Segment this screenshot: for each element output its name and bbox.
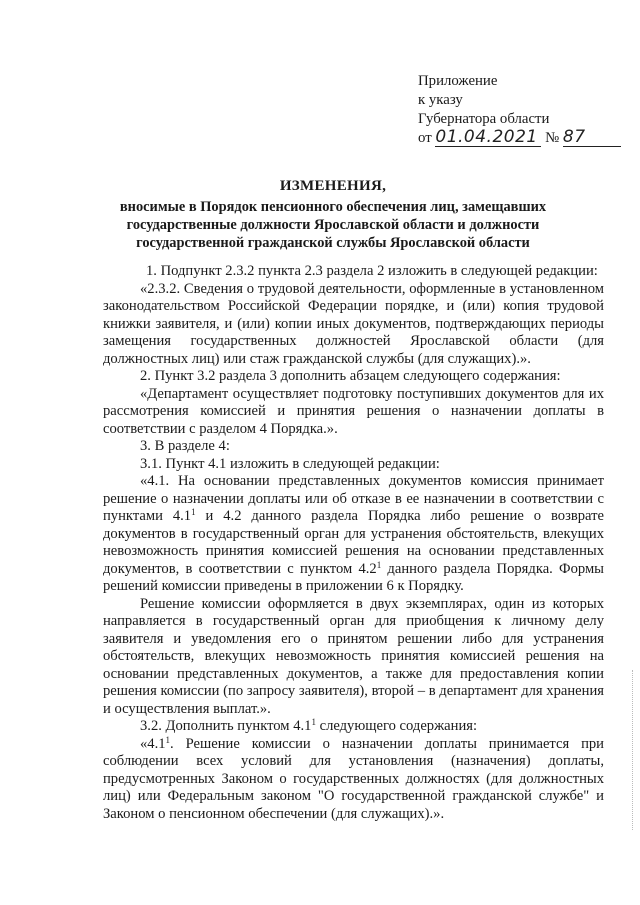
paragraph-3: 2. Пункт 3.2 раздела 3 дополнить абзацем следующего содержания: [140, 368, 561, 384]
document-title [98, 178, 568, 252]
paragraph-9-part-a: 3.2. Дополнить пунктом 4.1 [140, 718, 312, 734]
paragraph-7 [103, 473, 604, 596]
handwritten-number: 87 [562, 127, 586, 147]
paragraph-5: 3. В разделе 4: [140, 438, 230, 454]
paragraph-8: Решение комиссии оформляется в двух экземплярах, один из которых направляется в государственный орган для приобщения к личному делу заявителя и уведомления его о принятом решении либо для устранения обстоятельств, влекущих невозможность принятия комиссией решения на основании представленных документов, а также для предоставления копии решения комиссии (по запросу заявителя), второй – в департамент для хранения и осуществления выплат.». [103, 595, 604, 717]
date-prefix: от [418, 130, 432, 146]
date-field [435, 127, 541, 147]
paragraph-4: «Департамент осуществляет подготовку поступивших документов для их рассмотрения комиссией и принятия решения о назначении доплаты в соответствии с разделом 4 Порядка.». [103, 385, 604, 437]
paragraph-9-part-b: следующего содержания: [315, 718, 478, 734]
appendix-date-line [418, 129, 618, 148]
appendix-header [418, 72, 618, 148]
number-sign: № [545, 130, 560, 146]
title-subtitle: вносимые в Порядок пенсионного обеспечения лиц, замещавших государственные должности Ярославской области и должности государственной гражданской службы Ярославской области [119, 199, 547, 251]
paragraph-2: «2.3.2. Сведения о трудовой деятельности, оформленные в установленном законодательством Российской Федерации порядке, и (или) копия трудовой книжки заявителя, и (или) копии иных документов, подтверждающих периоды замещения государственных должностей Ярославской области (для должностных лиц) или стаж гражданской службы (для служащих).». [103, 280, 604, 367]
paragraph-7-part-c: данного раздела Порядка. Формы решений комиссии приведены в приложении 6 к Порядку. [103, 560, 604, 594]
handwritten-date: 01.04.2021 [435, 127, 538, 147]
paragraph-9 [103, 718, 604, 736]
superscript: 1 [311, 717, 316, 727]
paragraph-7-part-a: «4.1. На основании представленных документов комиссия принимает решение о назначении доплаты или об отказе в ее назначении в соответствии с пунктами 4.1 [103, 473, 604, 524]
paragraph-10 [103, 736, 604, 824]
document-body [103, 263, 604, 823]
paragraph-10-part-a: «4.1 [140, 735, 166, 752]
number-field [562, 127, 621, 147]
appendix-line-3: Губернатора области [418, 111, 550, 127]
paragraph-7-part-b: и 4.2 данного раздела Порядка либо решение о возврате документов в государственный орган для устранения обстоятельств, влекущих невозможность принятия комиссией решения на основании представленных документов, в соответствии с пунктом 4.2 [103, 508, 604, 577]
paragraph-10-part-b: . Решение комиссии о назначении доплаты принимается при соблюдении всех условий для установления (назначения) доплаты, предусмотренных Законом о государственных должностях (для должностных лиц) или Федеральным законом "О государственной гражданской службе" и Законом о пенсионном обеспечении (для служащих).». [103, 735, 604, 822]
superscript: 1 [191, 507, 196, 517]
superscript: 1 [376, 559, 382, 570]
title-main: ИЗМЕНЕНИЯ, [279, 178, 387, 194]
superscript: 1 [165, 734, 171, 745]
appendix-line-2: к указу [418, 92, 463, 108]
paragraph-1: 1. Подпункт 2.3.2 пункта 2.3 раздела 2 изложить в следующей редакции: [146, 263, 598, 279]
scan-edge-mark [632, 670, 634, 830]
appendix-line-1: Приложение [418, 73, 498, 89]
paragraph-6: 3.1. Пункт 4.1 изложить в следующей редакции: [140, 455, 440, 472]
